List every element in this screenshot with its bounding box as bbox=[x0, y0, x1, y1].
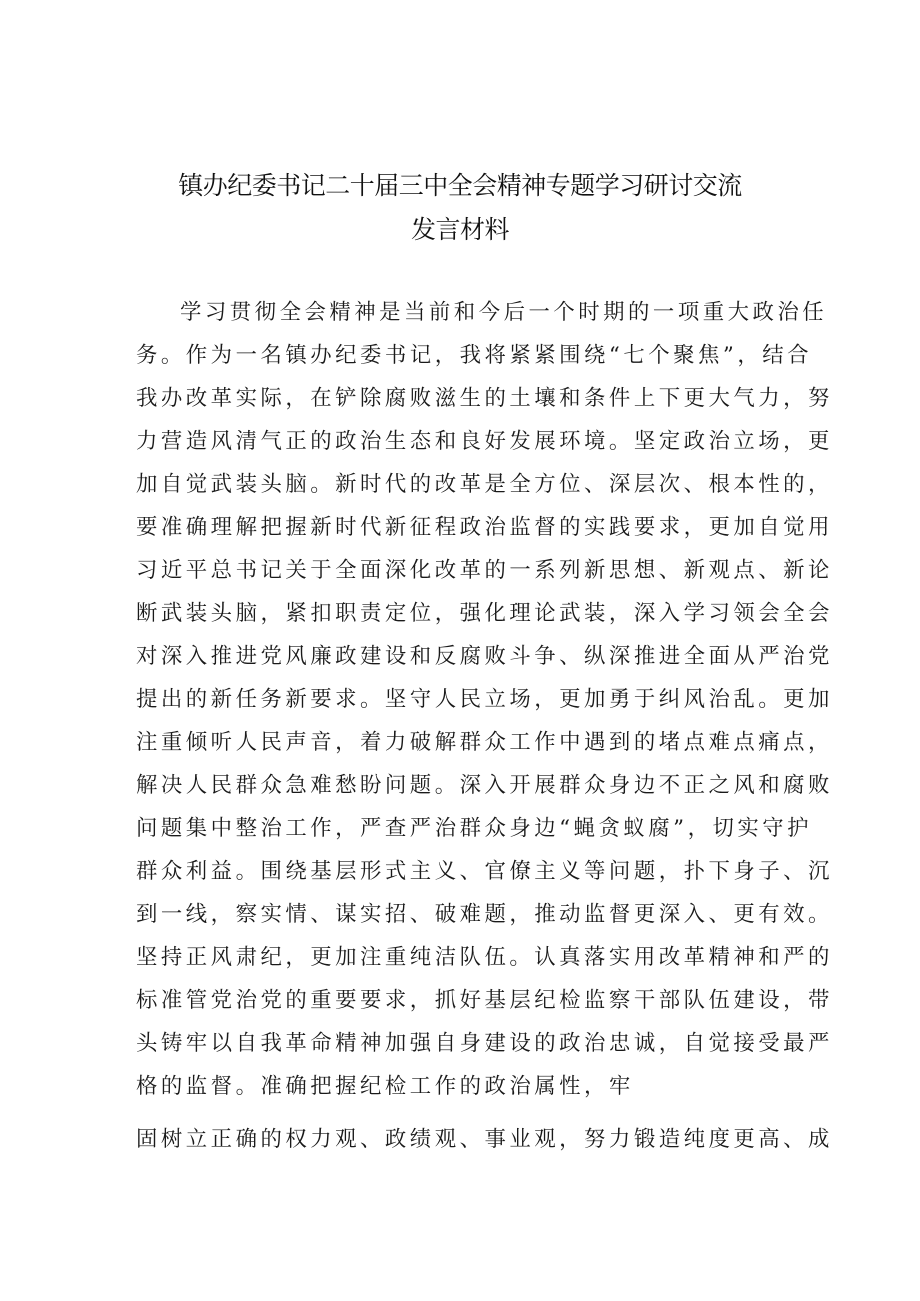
body-line: 标准管党治党的重要要求，抓好基层纪检监察干部队伍建设，带 bbox=[136, 988, 833, 1013]
body-line: 到一线，察实情、谋实招、破难题，推动监督更深入、更有效。 bbox=[136, 902, 833, 927]
document-title-line-2: 发言材料 bbox=[410, 215, 509, 244]
body-line: 务。作为一名镇办纪委书记，我将紧紧围绕“七个聚焦”，结合 bbox=[136, 343, 813, 368]
body-line: 对深入推进党风廉政建设和反腐败斗争、纵深推进全面从严治党 bbox=[136, 644, 833, 669]
body-line: 加自觉武装头脑。新时代的改革是全方位、深层次、根本性的， bbox=[136, 472, 833, 497]
body-line: 问题集中整治工作，严查严治群众身边“蝇贪蚁腐”，切实守护 bbox=[136, 816, 813, 841]
body-line: 学习贯彻全会精神是当前和今后一个时期的一项重大政治任 bbox=[180, 300, 828, 325]
body-line: 提出的新任务新要求。坚守人民立场，更加勇于纠风治乱。更加 bbox=[136, 687, 833, 712]
body-line: 坚持正风肃纪，更加注重纯洁队伍。认真落实用改革精神和严的 bbox=[136, 945, 833, 970]
body-line: 头铸牢以自我革命精神加强自身建设的政治忠诚，自觉接受最严 bbox=[136, 1031, 833, 1056]
body-line: 习近平总书记关于全面深化改革的一系列新思想、新观点、新论 bbox=[136, 558, 833, 583]
body-line: 解决人民群众急难愁盼问题。深入开展群众身边不正之风和腐败 bbox=[136, 773, 833, 798]
document-title-line-1: 镇办纪委书记二十届三中全会精神专题学习研讨交流 bbox=[178, 171, 742, 200]
body-line: 要准确理解把握新时代新征程政治监督的实践要求，更加自觉用 bbox=[136, 515, 833, 540]
body-line: 力营造风清气正的政治生态和良好发展环境。坚定政治立场，更 bbox=[136, 429, 833, 454]
body-line: 注重倾听人民声音，着力破解群众工作中遇到的堵点难点痛点， bbox=[136, 730, 833, 755]
body-line: 格的监督。准确把握纪检工作的政治属性，牢 bbox=[136, 1074, 634, 1099]
body-line: 断武装头脑，紧扣职责定位，强化理论武装，深入学习领会全会 bbox=[136, 601, 833, 626]
body-line: 固树立正确的权力观、政绩观、事业观，努力锻造纯度更高、成 bbox=[136, 1127, 833, 1152]
body-line: 群众利益。围绕基层形式主义、官僚主义等问题，扑下身子、沉 bbox=[136, 859, 833, 884]
body-line: 我办改革实际，在铲除腐败滋生的土壤和条件上下更大气力，努 bbox=[136, 386, 833, 411]
